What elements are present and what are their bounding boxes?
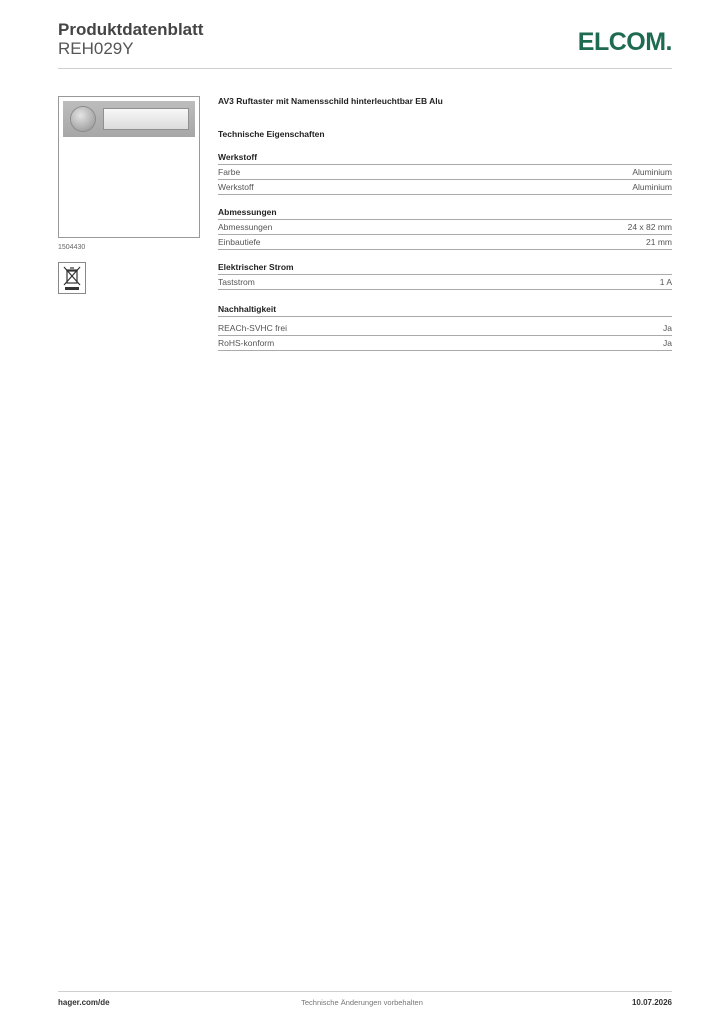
call-button xyxy=(71,107,95,131)
spec-panel xyxy=(218,96,672,351)
spec-label: REACh-SVHC frei xyxy=(218,323,287,333)
page-title: Produktdatenblatt xyxy=(58,20,204,39)
spec-section-werkstoff xyxy=(218,152,672,195)
spec-row xyxy=(218,336,672,351)
spec-label: Farbe xyxy=(218,167,241,177)
section-title: Abmessungen xyxy=(218,207,672,220)
spec-row xyxy=(218,321,672,336)
spec-value: 1 A xyxy=(659,277,672,287)
spec-value: Ja xyxy=(663,323,672,333)
spec-label: Abmessungen xyxy=(218,222,273,232)
weee-bin-icon xyxy=(58,262,86,294)
footer-website-link[interactable]: hager.com/de xyxy=(58,998,110,1007)
name-plate xyxy=(103,108,189,130)
product-image xyxy=(58,96,200,238)
section-title: Werkstoff xyxy=(218,152,672,165)
product-code: REH029Y xyxy=(58,39,134,58)
spec-heading: Technische Eigenschaften xyxy=(218,129,325,139)
spec-value: 24 x 82 mm xyxy=(627,222,672,232)
spec-row xyxy=(218,180,672,195)
spec-value: 21 mm xyxy=(646,237,672,247)
spec-row xyxy=(218,235,672,250)
article-number: 1504430 xyxy=(58,244,86,251)
spec-value: Ja xyxy=(663,338,672,348)
spec-label: Taststrom xyxy=(218,277,255,287)
section-title: Elektrischer Strom xyxy=(218,262,672,275)
spec-label: RoHS-konform xyxy=(218,338,275,348)
spec-row xyxy=(218,275,672,290)
footer-disclaimer: Technische Änderungen vorbehalten xyxy=(301,998,423,1007)
spec-section-abmessungen xyxy=(218,207,672,250)
brand-logo: ELCOM. xyxy=(577,28,672,56)
spec-value: Aluminium xyxy=(632,167,672,177)
device-plate xyxy=(63,101,195,137)
footer-date: 10.07.2026 xyxy=(631,998,672,1007)
spec-section-nachhaltigkeit xyxy=(218,304,672,351)
spec-row xyxy=(218,165,672,180)
spec-section-elektrischer-strom xyxy=(218,262,672,290)
spec-value: Aluminium xyxy=(632,182,672,192)
spec-label: Werkstoff xyxy=(218,182,254,192)
product-name: AV3 Ruftaster mit Namensschild hinterleuchtbar EB Alu xyxy=(218,96,443,106)
header-divider xyxy=(58,68,672,69)
spec-label: Einbautiefe xyxy=(218,237,261,247)
footer-divider xyxy=(58,991,672,992)
spec-row xyxy=(218,220,672,235)
section-title: Nachhaltigkeit xyxy=(218,304,672,317)
